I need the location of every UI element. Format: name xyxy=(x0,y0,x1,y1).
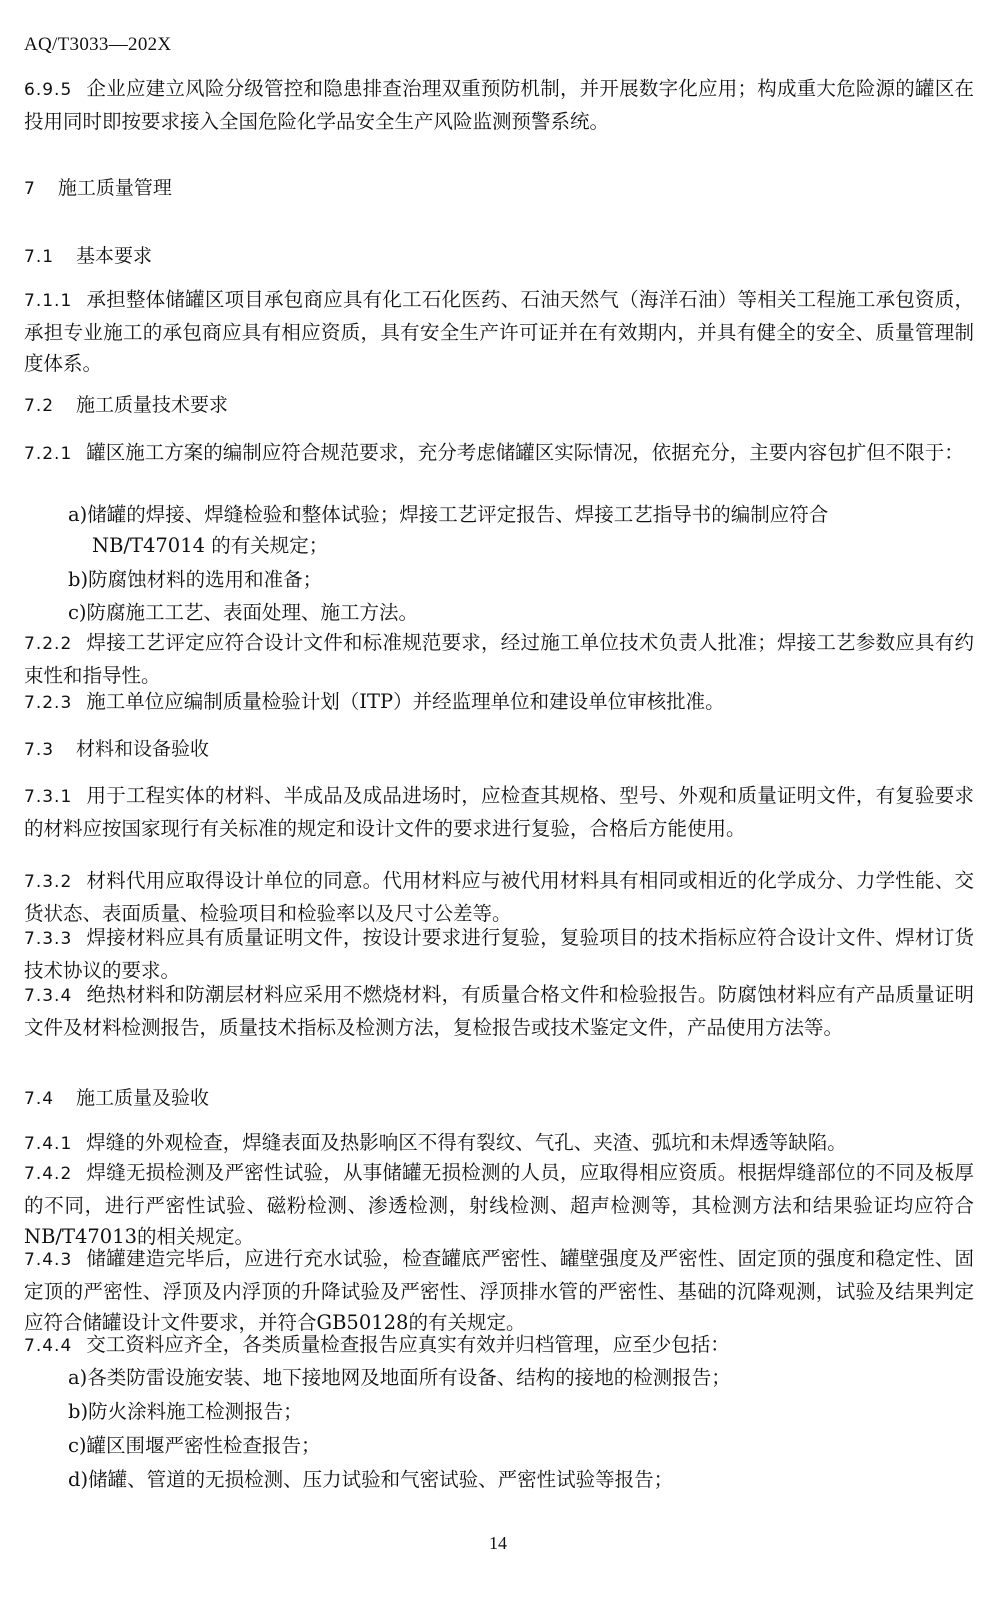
section-title: 施工质量技术要求 xyxy=(76,394,229,416)
clause-7-2-3 xyxy=(24,686,974,719)
list-item-7-4-4-d: d)储罐、管道的无损检测、压力试验和气密试验、严密性试验等报告； xyxy=(68,1468,674,1491)
document-code-header: AQ/T3033—202X xyxy=(24,34,172,55)
section-heading-7-2 xyxy=(24,389,228,422)
clause-text: 施工单位应编制质量检验计划（ITP）并经监理单位和建设单位审核批准。 xyxy=(86,690,725,713)
list-item-7-2-1-b: b)防腐蚀材料的选用和准备； xyxy=(68,568,323,591)
section-number: 7.2 xyxy=(24,396,55,416)
page-number: 14 xyxy=(489,1533,507,1553)
clause-text: 罐区施工方案的编制应符合规范要求，充分考虑储罐区实际情况，依据充分，主要内容包扩但不限于： xyxy=(86,441,964,464)
clause-number: 7.4.2 xyxy=(24,1164,73,1184)
section-number: 7.1 xyxy=(24,247,55,267)
clause-7-3-3 xyxy=(24,922,974,986)
section-number: 7.3 xyxy=(24,740,55,760)
list-item-text: a)储罐的焊接、焊缝检验和整体试验；焊接工艺评定报告、焊接工艺指导书的编制应符合 xyxy=(68,503,829,526)
clause-7-4-1 xyxy=(24,1127,974,1160)
clause-text: 企业应建立风险分级管控和隐患排查治理双重预防机制，并开展数字化应用；构成重大危险源的罐区在投用同时即按要求接入全国危险化学品安全生产风险监测预警系统。 xyxy=(24,77,974,133)
list-item-7-4-4-a: a)各类防雷设施安装、地下接地网及地面所有设备、结构的接地的检测报告； xyxy=(68,1366,731,1389)
list-item-continuation: NB/T47014 的有关规定； xyxy=(92,534,329,557)
clause-7-2-1 xyxy=(24,437,974,470)
clause-text: 用于工程实体的材料、半成品及成品进场时，应检查其规格、型号、外观和质量证明文件，有复验要求的材料应按国家现行有关标准的规定和设计文件的要求进行复验，合格后方能使用。 xyxy=(24,784,974,840)
clause-7-4-2 xyxy=(24,1157,974,1252)
section-title: 基本要求 xyxy=(76,245,153,267)
clause-number: 7.4.1 xyxy=(24,1134,73,1154)
clause-text: 焊缝的外观检查，焊缝表面及热影响区不得有裂纹、气孔、夹渣、弧坑和未焊透等缺陷。 xyxy=(86,1131,847,1154)
clause-number: 7.2.3 xyxy=(24,693,73,713)
clause-number: 7.2.1 xyxy=(24,444,73,464)
clause-number: 7.3.2 xyxy=(24,872,73,892)
clause-text: 承担整体储罐区项目承包商应具有化工石化医药、石油天然气（海洋石油）等相关工程施工承包资质，承担专业施工的承包商应具有相应资质，具有安全生产许可证并在有效期内，并具有健全的安全、质量管理制度体系。 xyxy=(24,288,974,375)
clause-7-1-1 xyxy=(24,284,974,379)
clause-7-3-2 xyxy=(24,865,974,929)
section-heading-7-4 xyxy=(24,1082,209,1115)
clause-text: 焊接材料应具有质量证明文件，按设计要求进行复验，复验项目的技术指标应符合设计文件、焊材订货技术协议的要求。 xyxy=(24,926,974,982)
clause-number: 6.9.5 xyxy=(24,80,73,100)
section-title: 材料和设备验收 xyxy=(76,738,210,760)
section-title: 施工质量管理 xyxy=(57,177,172,199)
section-heading-7 xyxy=(24,172,172,205)
clause-7-4-3 xyxy=(24,1243,974,1338)
clause-text: 焊缝无损检测及严密性试验，从事储罐无损检测的人员，应取得相应资质。根据焊缝部位的不同及板厚的不同，进行严密性试验、磁粉检测、渗透检测，射线检测、超声检测等，其检测方法和结果验证均应符合NB/T47013的相关规定。 xyxy=(24,1161,974,1248)
section-title: 施工质量及验收 xyxy=(76,1087,210,1109)
list-item-7-4-4-c: c)罐区围堰严密性检查报告； xyxy=(68,1434,321,1457)
section-number: 7 xyxy=(24,179,36,199)
clause-text: 储罐建造完毕后，应进行充水试验，检查罐底严密性、罐壁强度及严密性、固定顶的强度和稳定性、固定顶的严密性、浮顶及内浮顶的升降试验及严密性、浮顶排水管的严密性、基础的沉降观测，试验及结果判定应符合储罐设计文件要求，并符合GB50128的有关规定。 xyxy=(24,1247,974,1334)
clause-number: 7.4.4 xyxy=(24,1336,73,1356)
clause-number: 7.1.1 xyxy=(24,291,73,311)
section-heading-7-1 xyxy=(24,240,152,273)
clause-7-3-1 xyxy=(24,780,974,844)
clause-7-3-4 xyxy=(24,979,974,1043)
clause-text: 交工资料应齐全，各类质量检查报告应真实有效并归档管理，应至少包括： xyxy=(86,1333,730,1356)
clause-7-4-4 xyxy=(24,1329,974,1362)
list-item-7-2-1-a xyxy=(68,499,974,561)
clause-7-2-2 xyxy=(24,627,974,691)
list-item-7-4-4-b: b)防火涂料施工检测报告； xyxy=(68,1400,303,1423)
section-number: 7.4 xyxy=(24,1089,55,1109)
clause-number: 7.4.3 xyxy=(24,1250,73,1270)
clause-text: 焊接工艺评定应符合设计文件和标准规范要求，经过施工单位技术负责人批准；焊接工艺参数应具有约束性和指导性。 xyxy=(24,631,974,687)
list-item-7-2-1-c: c)防腐施工工艺、表面处理、施工方法。 xyxy=(68,601,419,624)
clause-text: 绝热材料和防潮层材料应采用不燃烧材料，有质量合格文件和检验报告。防腐蚀材料应有产品质量证明文件及材料检测报告，质量技术指标及检测方法，复检报告或技术鉴定文件，产品使用方法等。 xyxy=(24,983,974,1039)
clause-number: 7.2.2 xyxy=(24,634,73,654)
clause-number: 7.3.3 xyxy=(24,929,73,949)
clause-text: 材料代用应取得设计单位的同意。代用材料应与被代用材料具有相同或相近的化学成分、力学性能、交货状态、表面质量、检验项目和检验率以及尺寸公差等。 xyxy=(24,869,974,925)
section-heading-7-3 xyxy=(24,733,209,766)
clause-6-9-5 xyxy=(24,73,974,137)
clause-number: 7.3.4 xyxy=(24,986,73,1006)
clause-number: 7.3.1 xyxy=(24,787,73,807)
